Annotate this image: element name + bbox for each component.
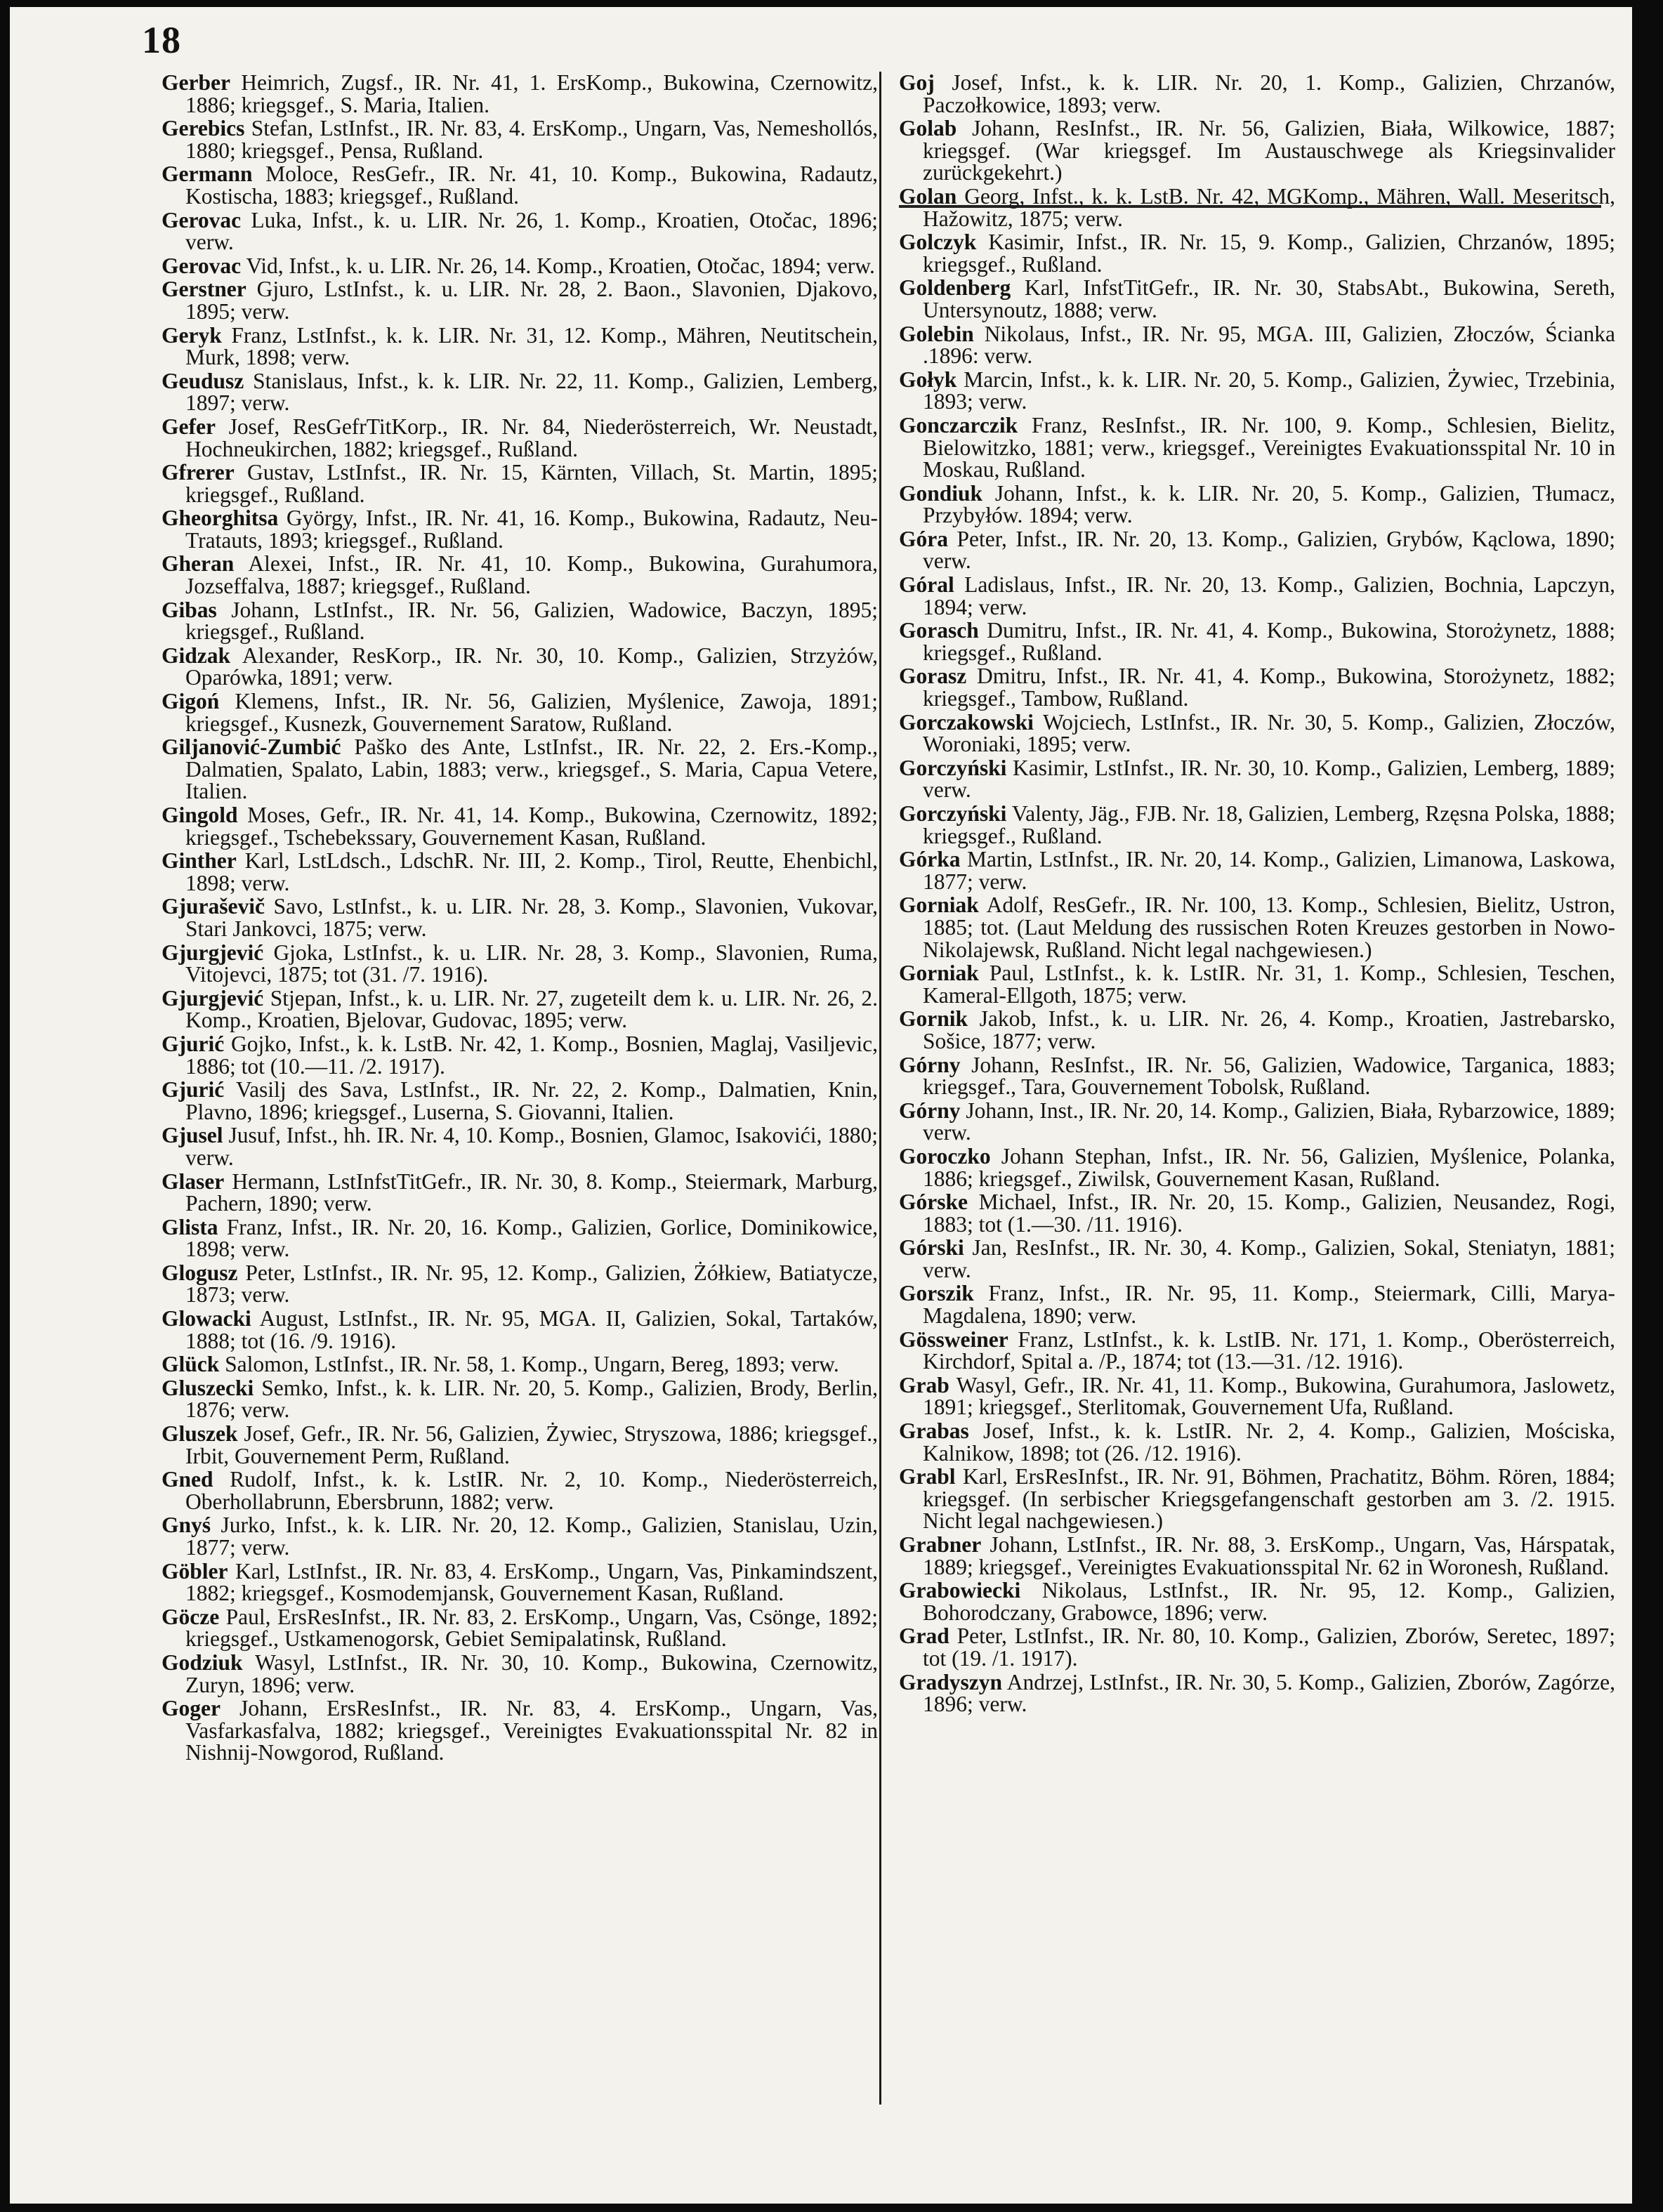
entry-details: Gojko, Infst., k. k. LstB. Nr. 42, 1. Komp., Bosnien, Maglaj, Vasiljevic, 1886; tot (10.—11. /2. 1917). [185,1031,879,1079]
entry-details: Johann, ResInfst., IR. Nr. 56, Galizien, Wadowice, Targanica, 1883; kriegsgef., Tara, Gouvernement Tobolsk, Rußland. [923,1052,1615,1100]
register-entry [899,1281,1615,1329]
entry-surname: Gorczyński [899,801,1007,826]
register-entry [162,850,878,894]
entry-surname: Gonczarczik [899,412,1018,437]
register-entry [899,1100,1615,1144]
entry-details: Jusuf, Infst., hh. IR. Nr. 4, 10. Komp., Bosnien, Glamoc, Isakovići, 1880; verw. [185,1123,878,1170]
entry-surname: Gornik [899,1006,968,1032]
entry-surname: Góral [899,572,954,598]
register-entry [162,1079,878,1123]
entry-surname: Gigoń [162,689,220,714]
entry-surname: Golab [899,116,957,141]
register-entry [899,1237,1615,1281]
entry-details: Karl, ErsResInfst., IR. Nr. 91, Böhmen, Prachatitz, Böhm. Rören, 1884; kriegsgef. (In serbischer Kriegsgefangenschaft gestorben am 3. /2. 1915. Nicht legal nachgewiesen.) [923,1464,1615,1534]
entry-surname: Górski [899,1235,964,1260]
register-entry [899,1054,1615,1098]
register-entry [899,1579,1615,1624]
entry-surname: Glaser [162,1168,225,1194]
entry-details: Semko, Infst., k. k. LIR. Nr. 20, 5. Komp., Galizien, Brody, Berlin, 1876; verw. [185,1375,878,1423]
entry-details: Johann Stephan, Infst., IR. Nr. 56, Galizien, Myślenice, Polanka, 1886; kriegsgef., Ziwilsk, Gouvernement Kasan, Rußland. [923,1143,1615,1191]
entry-surname: Grabl [899,1464,956,1489]
entry-surname: Górske [899,1190,968,1215]
entry-details: Franz, Infst., IR. Nr. 20, 16. Komp., Galizien, Gorlice, Dominikowice, 1898; verw. [185,1214,879,1262]
entry-details: Gustav, LstInfst., IR. Nr. 15, Kärnten, Villach, St. Martin, 1895; kriegsgef., Rußland. [185,460,878,507]
entry-details: Adolf, ResGefr., IR. Nr. 100, 13. Komp., Schlesien, Bielitz, Ustron, 1885; tot. (Laut Meldung des russischen Roten Kreuzes gestorben in Nowo-Nikolajewsk, Rußland. Nicht legal nachgewiesen.) [923,893,1615,962]
entry-details: György, Infst., IR. Nr. 41, 16. Komp., Bukowina, Radautz, Neu-Tratauts, 1893; kriegsgef., Rußland. [185,506,879,553]
register-entry [162,942,878,986]
entry-surname: Gibas [162,597,217,622]
entry-details: Valenty, Jäg., FJB. Nr. 18, Galizien, Lemberg, Rzęsna Polska, 1888; kriegsgef., Rußland. [923,801,1615,848]
register-entry [162,163,878,207]
entry-details: Luka, Infst., k. u. LIR. Nr. 26, 1. Komp., Kroatien, Otočac, 1896; verw. [185,207,878,255]
entry-surname: Gorczyński [899,755,1007,780]
entry-details: Paul, ErsResInfst., IR. Nr. 83, 2. ErsKomp., Ungarn, Vas, Csönge, 1892; kriegsgef., Ustkamenogorsk, Gebiet Semipalatinsk, Rußland. [185,1604,879,1652]
entry-surname: Gluszek [162,1421,238,1447]
register-entry [899,803,1615,847]
register-entry [162,1124,878,1168]
register-entry [899,185,1615,230]
entry-surname: Gorniak [899,893,979,918]
entry-details: Jakob, Infst., k. u. LIR. Nr. 26, 4. Komp., Kroatien, Jastrebarsko, Sošice, 1877; verw. [923,1006,1615,1053]
entry-surname: Gjurić [162,1031,225,1056]
register-entry [162,1560,878,1605]
register-entry [162,1353,878,1376]
entry-details: Karl, LstLdsch., LdschR. Nr. III, 2. Komp., Tirol, Reutte, Ehenbichl, 1898; verw. [185,848,879,895]
register-entry [162,1468,878,1513]
register-entry [162,804,878,848]
entry-details: Johann, LstInfst., IR. Nr. 88, 3. ErsKomp., Ungarn, Vas, Hárspatak, 1889; kriegsgef., Vereinigtes Evakuationsspital Nr. 62 in Woronesh, Rußland. [923,1532,1615,1579]
column-divider [879,72,881,2105]
entry-surname: Gheran [162,551,235,577]
entry-details: Stefan, LstInfst., IR. Nr. 83, 4. ErsKomp., Ungarn, Vas, Nemeshollós, 1880; kriegsgef., Pensa, Rußland. [185,116,879,163]
register-entry [899,757,1615,801]
register-entry [162,416,878,460]
entry-surname: Godziuk [162,1650,243,1675]
register-entry [162,278,878,322]
entry-details: Peter, LstInfst., IR. Nr. 80, 10. Komp., Galizien, Zborów, Seretec, 1897; tot (19. /1. 1917). [923,1624,1615,1671]
entry-details: Josef, Infst., k. k. LIR. Nr. 20, 1. Komp., Galizien, Chrzanów, Paczołkowice, 1893; verw. [923,70,1615,117]
register-entry [162,645,878,689]
entry-surname: Gned [162,1467,213,1492]
entry-surname: Gorasz [899,664,967,689]
register-entry [162,507,878,551]
register-entry [899,1625,1615,1669]
entry-surname: Golczyk [899,230,977,255]
entry-details: Salomon, LstInfst., IR. Nr. 58, 1. Komp., Ungarn, Bereg, 1893; verw. [225,1352,839,1377]
entry-details: Paško des Ante, LstInfst., IR. Nr. 22, 2. Ers.-Komp., Dalmatien, Spalato, Labin, 1883; verw., kriegsgef., S. Maria, Capua Vetere, Italien. [185,735,879,804]
entry-details: Martin, LstInfst., IR. Nr. 20, 14. Komp., Galizien, Limanowa, Laskowa, 1877; verw. [923,847,1616,894]
register-entry [899,1466,1615,1532]
page-number: 18 [142,19,181,61]
entry-details: Dmitru, Infst., IR. Nr. 41, 4. Komp., Bukowina, Storożynetz, 1882; kriegsgef., Tambow, Rußland. [923,664,1616,711]
entry-surname: Grad [899,1624,949,1649]
register-entry [899,962,1615,1006]
entry-surname: Gjurić [162,1077,225,1102]
entry-details: Stanislaus, Infst., k. k. LIR. Nr. 22, 11. Komp., Galizien, Lemberg, 1897; verw. [185,368,879,416]
entry-surname: Goldenberg [899,275,1011,301]
register-entry [162,1697,878,1764]
register-entry [899,665,1615,709]
entry-surname: Ginther [162,848,237,874]
register-entry [162,255,878,277]
register-entry [162,370,878,414]
register-entry [899,1671,1615,1716]
entry-details: Wasyl, LstInfst., IR. Nr. 30, 10. Komp., Bukowina, Czernowitz, Zuryn, 1896; verw. [185,1650,878,1697]
entry-details: Peter, Infst., IR. Nr. 20, 13. Komp., Galizien, Grybów, Kąclowa, 1890; verw. [923,526,1615,574]
entry-details: Franz, LstInfst., k. k. LIR. Nr. 31, 12. Komp., Mähren, Neutitschein, Murk, 1898; verw. [185,322,878,370]
entry-surname: Gerovac [162,207,242,232]
register-entry [162,1423,878,1467]
entry-surname: Goger [162,1696,221,1721]
entry-surname: Góra [899,526,948,551]
entry-details: Peter, LstInfst., IR. Nr. 95, 12. Komp., Galizien, Żółkiew, Batiatycze, 1873; verw. [185,1260,879,1308]
entry-surname: Golan [899,183,957,209]
entry-surname: Gołyk [899,367,957,392]
entry-surname: Gidzak [162,643,231,668]
register-entry [162,1377,878,1421]
register-entry [899,1534,1615,1578]
entry-surname: Gjurgjević [162,940,264,965]
entry-surname: Gorasch [899,618,979,643]
entry-surname: Gjuraševič [162,894,265,919]
entry-details: Johann, Infst., k. k. LIR. Nr. 20, 5. Komp., Galizien, Tłumacz, Przybyłów. 1894; verw. [923,480,1616,528]
register-entry [162,72,878,116]
entry-surname: Göcze [162,1604,220,1629]
entry-details: Paul, LstInfst., k. k. LstIR. Nr. 31, 1. Komp., Schlesien, Teschen, Kameral-Ellgoth, 1875; verw. [923,961,1615,1008]
entry-details: Karl, InfstTitGefr., IR. Nr. 30, StabsAbt., Bukowina, Sereth, Untersynoutz, 1888; verw. [923,275,1616,322]
entry-surname: Gorszik [899,1281,974,1306]
entry-details: Andrzej, LstInfst., IR. Nr. 30, 5. Komp., Galizien, Zborów, Zagórze, 1896; verw. [923,1669,1615,1717]
entry-details: August, LstInfst., IR. Nr. 95, MGA. II, Galizien, Sokal, Tartaków, 1888; tot (16. /9. 1916). [185,1306,878,1353]
register-entry [162,987,878,1032]
register-entry [162,324,878,369]
register-entry [899,1374,1615,1418]
entry-details: Nikolaus, Infst., IR. Nr. 95, MGA. III, Galizien, Złoczów, Ścianka .1896: verw. [923,321,1616,369]
entry-details: Alexander, ResKorp., IR. Nr. 30, 10. Komp., Galizien, Strzyżów, Oparówka, 1891; verw. [185,643,878,690]
register-entry [899,72,1615,116]
entry-details: Gjoka, LstInfst., k. u. LIR. Nr. 28, 3. Komp., Slavonien, Ruma, Vitojevci, 1875; tot (31. /7. 1916). [185,940,878,987]
register-entry [162,461,878,506]
entry-surname: Gerber [162,70,230,95]
entry-details: Karl, LstInfst., IR. Nr. 83, 4. ErsKomp., Ungarn, Vas, Pinkamindszent, 1882; kriegsgef., Kosmodemjansk, Gouvernement Kasan, Rußland. [185,1558,879,1606]
entry-surname: Gjurgjević [162,985,264,1010]
entry-surname: Gefer [162,414,216,439]
entry-surname: Göbler [162,1558,228,1584]
register-entry [162,1168,878,1216]
entry-details: Hermann, LstInfstTitGefr., IR. Nr. 30, 8. Komp., Steiermark, Marburg, Pachern, 1890; verw. [185,1168,878,1216]
register-entry [899,1326,1615,1374]
entry-details: Georg, Infst., k. k. LstB. Nr. 42, MGKomp., Mähren, Wall. Meseritsch, Hažowitz, 1875; verw. [923,183,1615,231]
entry-details: Johann, ErsResInfst., IR. Nr. 83, 4. ErsKomp., Ungarn, Vas, Vasfarkasfalva, 1882; kriegsgef., Vereinigtes Evakuationsspital Nr. 82 in Nishnij-Nowgorod, Rußland. [185,1696,879,1765]
register-entry [899,117,1615,184]
entry-details: Kasimir, Infst., IR. Nr. 15, 9. Komp., Galizien, Chrzanów, 1895; kriegsgef., Rußland. [923,230,1615,277]
entry-details: Nikolaus, LstInfst., IR. Nr. 95, 12. Komp., Galizien, Bohorodczany, Grabowce, 1896; verw. [923,1578,1616,1625]
entry-details: Johann, ResInfst., IR. Nr. 56, Galizien, Biała, Wilkowice, 1887; kriegsgef. (War kriegsgef. Im Austauschwege als Kriegsinvalider zurückgekehrt.) [923,116,1615,185]
register-entry [162,1216,878,1260]
register-entry [162,1033,878,1077]
register-entry [162,553,878,597]
entry-details: Franz, Infst., IR. Nr. 95, 11. Komp., Steiermark, Cilli, Marya-Magdalena, 1890; verw. [923,1281,1615,1329]
entry-details: Moses, Gefr., IR. Nr. 41, 14. Komp., Bukowina, Czernowitz, 1892; kriegsgef., Tschebekssary, Gouvernement Kasan, Rußland. [185,803,879,850]
entry-details: Rudolf, Infst., k. k. LstIR. Nr. 2, 10. Komp., Niederösterreich, Oberhollabrunn, Ebersbrunn, 1882; verw. [185,1467,878,1514]
entry-details: Kasimir, LstInfst., IR. Nr. 30, 10. Komp., Galizien, Lemberg, 1889; verw. [923,755,1615,803]
entry-details: Marcin, Infst., k. k. LIR. Nr. 20, 5. Komp., Galizien, Żywiec, Trzebinia, 1893; verw. [923,367,1615,414]
entry-surname: Glista [162,1214,218,1239]
entry-surname: Giljanović-Zumbić [162,735,341,760]
scan-border [1632,0,1663,2212]
entry-details: Franz, LstInfst., k. k. LstIB. Nr. 171, 1. Komp., Oberösterreich, Kirchdorf, Spital a. /P., 1874; tot (13.—31. /12. 1916). [923,1326,1615,1374]
entry-surname: Glogusz [162,1260,238,1285]
entry-surname: Gerebics [162,116,245,141]
entry-details: Savo, LstInfst., k. u. LIR. Nr. 28, 3. Komp., Slavonien, Vukovar, Stari Jankovci, 1875; verw. [185,894,879,941]
entry-surname: Glück [162,1352,220,1377]
register-entry [162,690,878,735]
entry-surname: Goroczko [899,1143,991,1168]
register-entry [899,574,1615,618]
register-entry [162,1652,878,1696]
register-entry [899,369,1615,413]
entry-surname: Golebin [899,321,974,346]
page-sheet [10,7,1632,2204]
register-entry [899,711,1615,756]
entry-details: Heimrich, Zugsf., IR. Nr. 41, 1. ErsKomp., Bukowina, Czernowitz, 1886; kriegsgef., S. Maria, Italien. [185,70,879,117]
entry-details: Dumitru, Infst., IR. Nr. 41, 4. Komp., Bukowina, Storożynetz, 1888; kriegsgef., Rußland. [923,618,1616,665]
entry-surname: Górny [899,1098,961,1123]
register-entry [899,1008,1615,1052]
entry-details: Klemens, Infst., IR. Nr. 56, Galizien, Myślenice, Zawoja, 1891; kriegsgef., Kusnezk, Gouvernement Saratow, Rußland. [185,689,878,736]
entry-surname: Grabas [899,1418,969,1444]
register-entry [899,528,1615,572]
register-entry [899,414,1615,481]
register-entry [162,117,878,162]
entry-surname: Geudusz [162,368,244,393]
register-entry [162,1514,878,1558]
entry-surname: Gheorghitsa [162,506,279,531]
entry-details: Stjepan, Infst., k. u. LIR. Nr. 27, zugeteilt dem k. u. LIR. Nr. 26, 2. Komp., Kroatien, Bjelovar, Gudovac, 1895; verw. [185,985,879,1033]
entry-surname: Gluszecki [162,1375,254,1400]
entry-surname: Gondiuk [899,480,983,506]
entry-details: Moloce, ResGefr., IR. Nr. 41, 10. Komp., Bukowina, Radautz, Kostischa, 1883; kriegsgef., Rußland. [185,162,879,209]
register-entry [899,231,1615,275]
entry-details: Alexei, Infst., IR. Nr. 41, 10. Komp., Bukowina, Gurahumora, Jozseffalva, 1887; kriegsgef., Rußland. [185,551,879,599]
entry-surname: Gössweiner [899,1326,1008,1352]
entry-details: Johann, Inst., IR. Nr. 20, 14. Komp., Galizien, Biała, Rybarzowice, 1889; verw. [923,1098,1616,1145]
register-entry [899,894,1615,961]
register-entry [162,736,878,803]
register-entry [899,323,1615,367]
register-entry [899,848,1615,893]
right-column [899,72,1615,1717]
entry-surname: Górka [899,847,961,872]
register-entry [899,1420,1615,1464]
register-entry [162,209,878,254]
entry-surname: Górny [899,1052,961,1077]
entry-details: Josef, ResGefrTitKorp., IR. Nr. 84, Niederösterreich, Wr. Neustadt, Hochneukirchen, 1882; kriegsgef., Rußland. [185,414,878,461]
entry-details: Josef, Gefr., IR. Nr. 56, Galizien, Żywiec, Stryszowa, 1886; kriegsgef., Irbit, Gouvernement Perm, Rußland. [185,1421,879,1468]
entry-surname: Gnyś [162,1513,211,1538]
register-entry [162,1308,878,1352]
entry-details: Jan, ResInfst., IR. Nr. 30, 4. Komp., Galizien, Sokal, Steniatyn, 1881; verw. [923,1235,1616,1282]
register-entry [899,1191,1615,1235]
entry-details: Josef, Infst., k. k. LstIR. Nr. 2, 4. Komp., Galizien, Mościska, Kalnikow, 1898; tot (26. /12. 1916). [923,1418,1616,1466]
entry-surname: Gingold [162,803,238,827]
entry-surname: Grab [899,1372,949,1397]
entry-details: Wojciech, LstInfst., IR. Nr. 30, 5. Komp., Galizien, Złoczów, Woroniaki, 1895; verw. [923,709,1615,757]
entry-details: Vasilj des Sava, LstInfst., IR. Nr. 22, 2. Komp., Dalmatien, Knin, Plavno, 1896; kriegsgef., Luserna, S. Giovanni, Italien. [185,1077,878,1124]
left-column [162,72,878,1765]
entry-details: Johann, LstInfst., IR. Nr. 56, Galizien, Wadowice, Baczyn, 1895; kriegsgef., Rußland. [185,597,879,645]
entry-surname: Glowacki [162,1306,251,1331]
entry-details: Ladislaus, Infst., IR. Nr. 20, 13. Komp., Galizien, Bochnia, Lapczyn, 1894; verw. [923,572,1615,619]
entry-surname: Gorczakowski [899,709,1034,735]
register-entry [162,895,878,940]
entry-surname: Gorniak [899,961,979,986]
entry-details: Jurko, Infst., k. k. LIR. Nr. 20, 12. Komp., Galizien, Stanislau, Uzin, 1877; verw. [185,1513,878,1560]
entry-surname: Grabowiecki [899,1578,1021,1603]
entry-surname: Gfrerer [162,460,235,485]
register-entry [162,599,878,643]
entry-surname: Gradyszyn [899,1669,1003,1694]
entry-surname: Germann [162,162,253,187]
register-entry [162,1262,878,1306]
entry-surname: Grabner [899,1532,982,1557]
entry-surname: Geryk [162,322,222,348]
register-entry [899,277,1615,321]
entry-details: Franz, ResInfst., IR. Nr. 100, 9. Komp., Schlesien, Bielitz, Bielowitzko, 1881; verw., kriegsgef., Vereinigtes Evakuationsspital Nr. 10 in Moskau, Rußland. [923,412,1616,482]
register-entry [899,482,1615,527]
entry-details: Michael, Infst., IR. Nr. 20, 15. Komp., Galizien, Neusandez, Rogi, 1883; tot (1.—30. /11. 1916). [923,1190,1616,1237]
register-entry [162,1606,878,1650]
entry-surname: Goj [899,70,935,95]
entry-surname: Gjusel [162,1123,223,1148]
entry-details: Vid, Infst., k. u. LIR. Nr. 26, 14. Komp., Kroatien, Otočac, 1894; verw. [246,253,875,278]
register-entry [899,619,1615,664]
register-entry [899,1145,1615,1190]
entry-surname: Gerstner [162,277,247,302]
entry-surname: Gerovac [162,253,242,278]
entry-details: Gjuro, LstInfst., k. u. LIR. Nr. 28, 2. Baon., Slavonien, Djakovo, 1895; verw. [185,277,879,324]
entry-details: Wasyl, Gefr., IR. Nr. 41, 11. Komp., Bukowina, Gurahumora, Jaslowetz, 1891; kriegsgef., Sterlitomak, Gouvernement Ufa, Rußland. [923,1372,1615,1420]
